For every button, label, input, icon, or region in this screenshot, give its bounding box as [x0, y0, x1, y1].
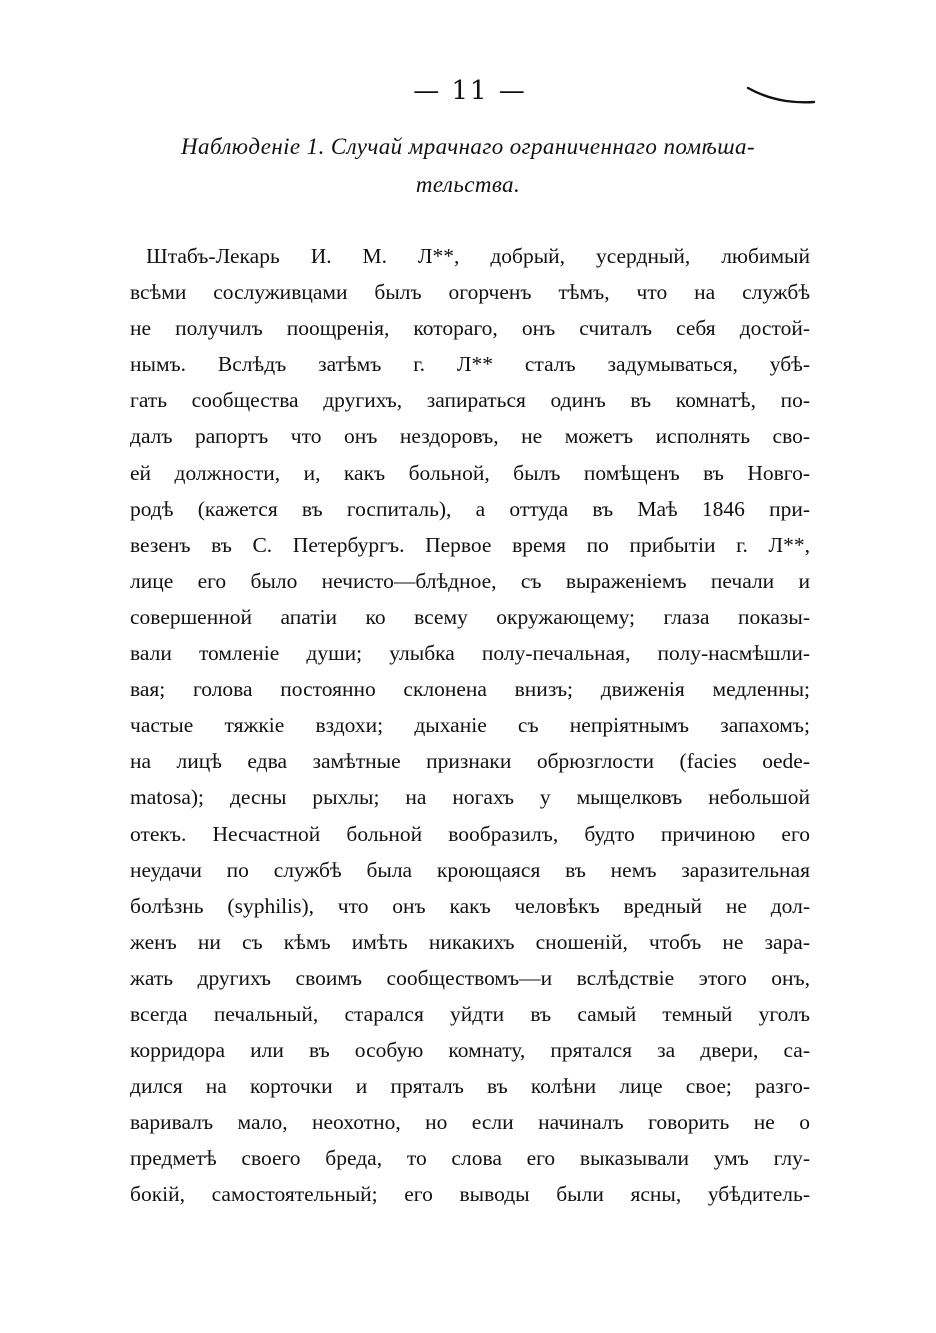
- text-line: далъ рапортъ что онъ нездоровъ, не можетъ исполнять сво-: [130, 424, 810, 449]
- flourish-ornament-icon: [746, 84, 816, 104]
- text-line: нымъ. Вслѣдъ затѣмъ г. Л** сталъ задумываться, убѣ-: [130, 352, 810, 377]
- text-line: корридора или въ особую комнату, прятался за двери, са-: [130, 1038, 810, 1063]
- text-line: не получилъ поощренія, котораго, онъ считалъ себя достой-: [130, 316, 810, 341]
- body-paragraph: [130, 238, 810, 1213]
- text-line: вая; голова постоянно склонена внизъ; движенія медленны;: [130, 677, 810, 702]
- text-line: частые тяжкіе вздохи; дыханіе съ непріятнымъ запахомъ;: [130, 713, 810, 738]
- text-line: болѣзнь (syphilis), что онъ какъ человѣкъ вредный не дол-: [130, 893, 810, 918]
- text-line: жать другихъ своимъ сообществомъ—и вслѣдствіе этого онъ,: [130, 965, 810, 990]
- text-line: дился на корточки и пряталъ въ колѣни лице свое; разго-: [130, 1074, 810, 1099]
- text-line: отекъ. Несчастной больной вообразилъ, будто причиною его: [130, 821, 810, 846]
- text-line: matosa); десны рыхлы; на ногахъ у мыщелковъ небольшой: [130, 785, 810, 810]
- text-line: Штабъ-Лекарь И. М. Л**, добрый, усердный, любимый: [146, 244, 810, 268]
- text-line: всегда печальный, старался уйдти въ самый темный уголъ: [130, 1001, 810, 1026]
- text-line: родѣ (кажется въ госпиталь), а оттуда въ Маѣ 1846 при-: [130, 496, 810, 521]
- section-heading: [110, 128, 826, 204]
- text-line: на лицѣ едва замѣтные признаки обрюзглости (facies oede-: [130, 749, 810, 774]
- page-header: [0, 72, 936, 112]
- heading-line: тельства.: [415, 172, 521, 197]
- text-line: лице его было нечисто—блѣдное, съ выраженіемъ печали и: [130, 568, 810, 593]
- text-line: предметѣ своего бреда, то слова его выказывали умъ глу-: [130, 1146, 810, 1171]
- text-line: гать сообщества другихъ, запираться одинъ въ комнатѣ, по-: [130, 388, 810, 413]
- text-line: совершенной апатіи ко всему окружающему; глаза показы-: [130, 604, 810, 629]
- text-line: везенъ въ С. Петербургъ. Первое время по прибытіи г. Л**,: [130, 532, 810, 557]
- text-line: варивалъ мало, неохотно, но если начиналъ говорить не о: [130, 1110, 810, 1135]
- text-line: бокій, самостоятельный; его выводы были ясны, убѣдитель-: [130, 1182, 810, 1207]
- text-line: всѣми сослуживцами былъ огорченъ тѣмъ, что на службѣ: [130, 280, 810, 305]
- text-line: неудачи по службѣ была кроющаяся въ немъ заразительная: [130, 857, 810, 882]
- page-number: — 11 —: [413, 76, 527, 106]
- text-line: женъ ни съ кѣмъ имѣть никакихъ сношеній, чтобъ не зара-: [130, 929, 810, 954]
- heading-line: Наблюденіе 1. Случай мрачнаго ограниченнаго помѣша-: [181, 134, 755, 159]
- text-line: ей должности, и, какъ больной, былъ помѣщенъ въ Новго-: [130, 460, 810, 485]
- text-line: вали томленіе души; улыбка полу-печальная, полу-насмѣшли-: [130, 641, 810, 666]
